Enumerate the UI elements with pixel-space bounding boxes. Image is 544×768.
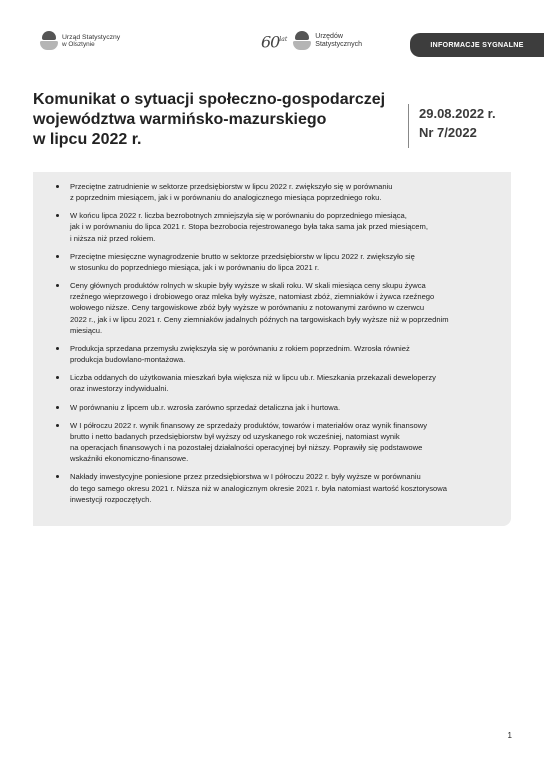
summary-list: [70, 181, 497, 505]
summary-box: [33, 172, 511, 526]
bullet-icon: [56, 284, 59, 287]
bullet-icon: [56, 214, 59, 217]
logo-left-line1: Urząd Statystyczny: [62, 33, 121, 41]
summary-item: Nakłady inwestycyjne poniesione przez przedsiębiorstwa w I półroczu 2022 r. były wyższe w porównaniu do tego samego okresu 2021 r. Niższa niż w analogicznym okresie 2021 r. była natomiast wartość kosztorysowa inwestycji rozpoczętych.: [70, 471, 497, 504]
title-line1: Komunikat o sytuacji społeczno-gospodarczej: [33, 91, 386, 108]
logo-right-line1: Urzędów: [315, 33, 343, 41]
summary-item: W I półroczu 2022 r. wynik finansowy ze sprzedaży produktów, towarów i materiałów oraz wynik finansowy brutto i netto badanych przedsiębiorstw był wyższy od uzyskanego rok wcześniej, natomiast wynik na operacjach finansowych i na pozostałej działalności operacyjnej był niższy. Poprawiły się podstawowe wskaźniki ekonomiczno-finansowe.: [70, 420, 497, 464]
bullet-icon: [56, 255, 59, 258]
title-line2: województwa warmińsko-mazurskiego: [33, 111, 327, 128]
bullet-icon: [56, 347, 59, 350]
logo-60-years: [261, 30, 362, 52]
title-line3: w lipcu 2022 r.: [33, 131, 142, 148]
summary-item: Przeciętne zatrudnienie w sektorze przedsiębiorstw w lipcu 2022 r. zwiększyło się w porównaniu z poprzednim miesiącem, jak i w porównaniu do analogicznego miesiąca poprzedniego roku.: [70, 181, 497, 203]
page-header: [0, 28, 544, 64]
logo-left-line2: w Olsztynie: [62, 41, 95, 48]
summary-item: Przeciętne miesięczne wynagrodzenie brutto w sektorze przedsiębiorstw w lipcu 2022 r. zwiększyło się w stosunku do poprzedniego miesiąca, jak i w porównaniu do lipca 2021 r.: [70, 251, 497, 273]
document-meta: [408, 104, 496, 148]
bullet-icon: [56, 424, 59, 427]
summary-item: Ceny głównych produktów rolnych w skupie były wyższe w skali roku. W skali miesiąca ceny skupu żywca rzeźnego wieprzowego i drobiowego oraz mleka były wyższe, natomiast zbóż, ziemniaków i żywca rzeźnego wołowego niższe. Ceny targowiskowe zbóż były wyższe w porównaniu z notowanymi zarówno w czerwcu 2022 r., jak i w lipcu 2021 r. Ceny ziemniaków jadalnych późnych na targowiskach były wyższe niż w poprzednim miesiącu.: [70, 280, 497, 335]
informacje-sygnalne-badge: INFORMACJE SYGNALNE: [410, 33, 544, 57]
bullet-icon: [56, 406, 59, 409]
document-title: [33, 90, 393, 150]
summary-item: Produkcja sprzedana przemysłu zwiększyła się w porównaniu z rokiem poprzednim. Wzrosła również produkcja budowlano-montażowa.: [70, 343, 497, 365]
publication-number: Nr 7/2022: [419, 125, 477, 140]
bullet-icon: [56, 376, 59, 379]
logo-right-line2: Statystycznych: [315, 41, 362, 49]
logo-statistical-office-olsztyn: [40, 31, 120, 51]
publication-date: 29.08.2022 r.: [419, 106, 496, 121]
summary-item: W porównaniu z lipcem ub.r. wzrosła zarówno sprzedaż detaliczna jak i hurtowa.: [70, 402, 497, 413]
bullet-icon: [56, 475, 59, 478]
anniversary-60-icon: $60^{lat}$: [261, 32, 288, 52]
statistics-poland-logo-icon: [293, 31, 311, 51]
page-number: 1: [507, 731, 512, 740]
summary-item: W końcu lipca 2022 r. liczba bezrobotnych zmniejszyła się w porównaniu do poprzedniego miesiąca, jak i w porównaniu do lipca 2021 r. Stopa bezrobocia rejestrowanego była taka sama jak przed miesiącem, i niższa niż przed rokiem.: [70, 210, 497, 243]
statistics-poland-logo-icon: [40, 31, 58, 51]
bullet-icon: [56, 185, 59, 188]
summary-item: Liczba oddanych do użytkowania mieszkań była większa niż w lipcu ub.r. Mieszkania przekazali deweloperzy oraz inwestorzy indywidualni.: [70, 372, 497, 394]
